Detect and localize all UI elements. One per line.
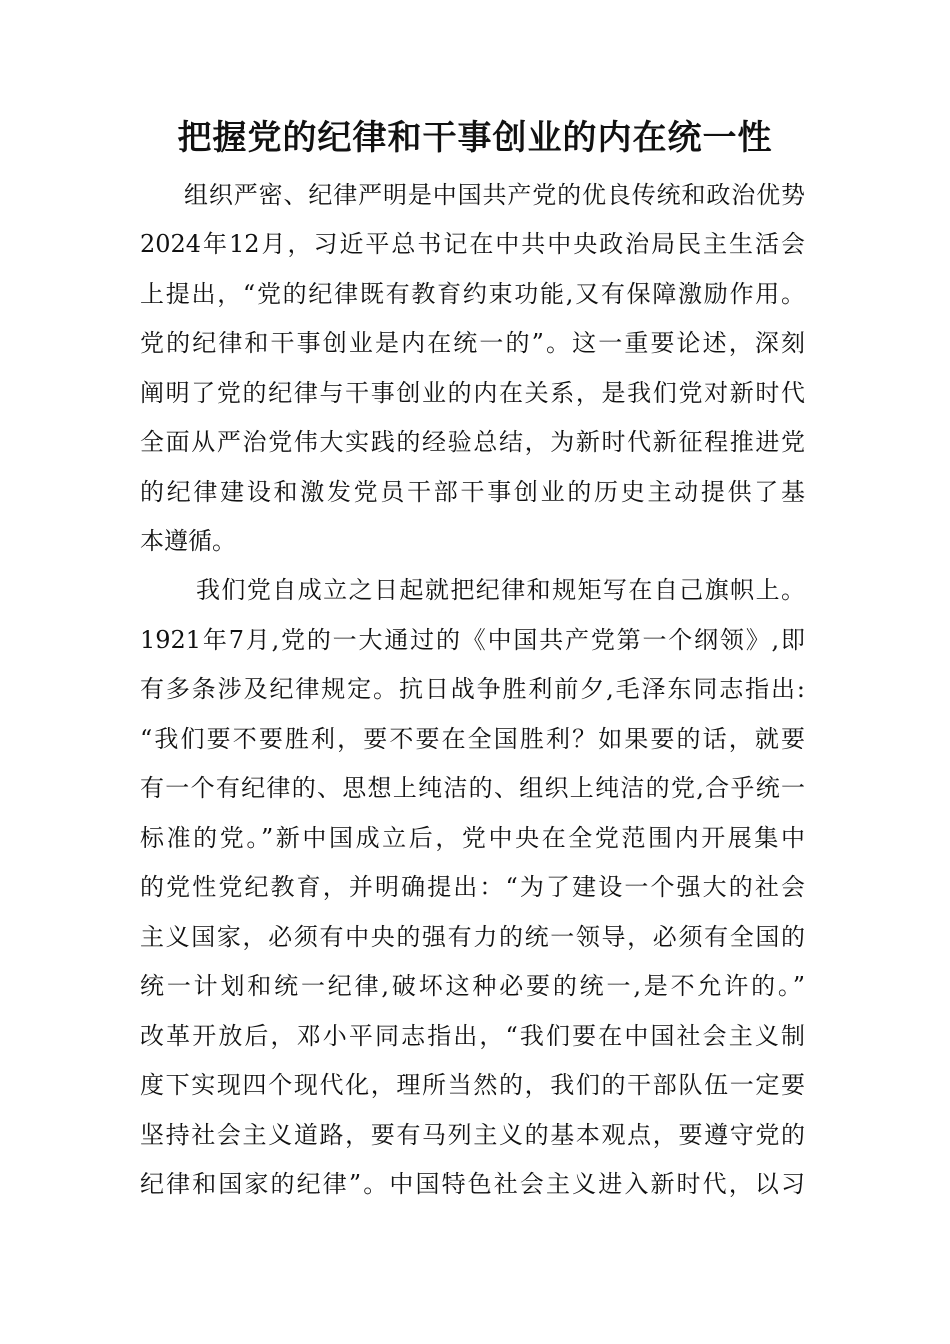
text-line: “我们要不要胜利，要不要在全国胜利？如果要的话，就要 bbox=[140, 725, 805, 753]
text-line: 的党性党纪教育，并明确提出：“为了建设一个强大的社会 bbox=[140, 873, 805, 901]
text-line: 改革开放后，邓小平同志指出，“我们要在中国社会主义制 bbox=[140, 1022, 805, 1050]
text-line: 2024年12月，习近平总书记在中共中央政治局民主生活会 bbox=[140, 230, 805, 258]
text-line: 阐明了党的纪律与干事创业的内在关系，是我们党对新时代 bbox=[140, 379, 805, 407]
text-line: 有多条涉及纪律规定。抗日战争胜利前夕,毛泽东同志指出: bbox=[140, 675, 805, 703]
text-line: 我们党自成立之日起就把纪律和规矩写在自己旗帜上。 bbox=[196, 576, 805, 604]
text-line: 度下实现四个现代化，理所当然的，我们的干部队伍一定要 bbox=[140, 1071, 805, 1099]
text-line: 统一计划和统一纪律,破坏这种必要的统一,是不允许的。” bbox=[140, 972, 805, 1000]
text-line: 本遵循。 bbox=[140, 527, 236, 555]
text-line: 党的纪律和干事创业是内在统一的”。这一重要论述，深刻 bbox=[140, 329, 805, 357]
text-line: 坚持社会主义道路，要有马列主义的基本观点，要遵守党的 bbox=[140, 1121, 805, 1149]
text-line: 纪律和国家的纪律”。中国特色社会主义进入新时代，以习 bbox=[140, 1170, 805, 1198]
text-line: 的纪律建设和激发党员干部干事创业的历史主动提供了基 bbox=[140, 478, 805, 506]
text-line: 标准的党。”新中国成立后，党中央在全党范围内开展集中 bbox=[140, 824, 805, 852]
text-line: 1921年7月,党的一大通过的《中国共产党第一个纲领》,即 bbox=[140, 626, 805, 654]
text-line: 主义国家，必须有中央的强有力的统一领导，必须有全国的 bbox=[140, 923, 805, 951]
text-line: 组织严密、纪律严明是中国共产党的优良传统和政治优势 bbox=[184, 181, 805, 209]
text-line: 全面从严治党伟大实践的经验总结，为新时代新征程推进党 bbox=[140, 428, 805, 456]
document-title: 把握党的纪律和干事创业的内在统一性 bbox=[177, 118, 773, 158]
text-line: 上提出，“党的纪律既有教育约束功能,又有保障激励作用。 bbox=[140, 280, 805, 308]
text-line: 有一个有纪律的、思想上纯洁的、组织上纯洁的党,合乎统一 bbox=[140, 774, 805, 802]
